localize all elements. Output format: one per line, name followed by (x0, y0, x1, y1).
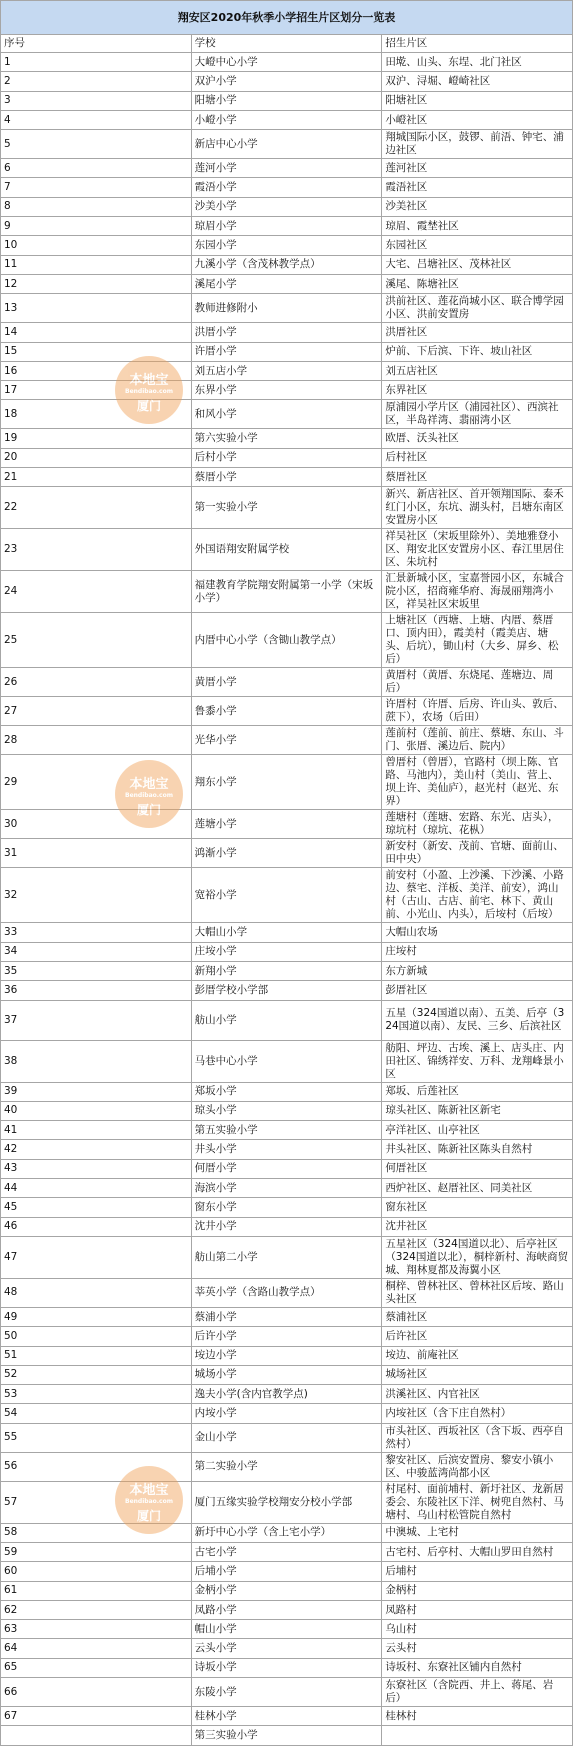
watermark-city: 厦门 (136, 399, 161, 413)
cell-school: 后村小学 (191, 448, 382, 467)
cell-index: 9 (1, 217, 192, 236)
cell-district: 东方新城 (382, 961, 573, 980)
cell-school: 宽裕小学 (191, 868, 382, 923)
cell-district: 沈井社区 (382, 1217, 573, 1236)
cell-index: 11 (1, 255, 192, 274)
cell-index: 38 (1, 1040, 192, 1082)
cell-district: 田墘、山头、东埕、北门社区 (382, 53, 573, 72)
cell-index: 19 (1, 429, 192, 448)
cell-school: 莘英小学（含路山教学点） (191, 1278, 382, 1307)
cell-district: 曾厝村（曾厝），官路村（坝上陈、官路、马池内），美山村（美山、营上、坝上许、美仙庐），赵光村（赵光、东界） (382, 755, 573, 810)
cell-school: 琼头小学 (191, 1101, 382, 1120)
cell-district: 郑坂、后莲社区 (382, 1082, 573, 1101)
table-title-row (1, 1, 573, 35)
table-row (1, 1140, 573, 1159)
table-row (1, 1198, 573, 1217)
header-district: 招生片区 (382, 35, 573, 53)
cell-school: 霞浯小学 (191, 178, 382, 197)
table-row (1, 429, 573, 448)
cell-school: 古宅小学 (191, 1542, 382, 1561)
header-school: 学校 (191, 35, 382, 53)
cell-school: 第五实验小学 (191, 1121, 382, 1140)
cell-district: 东园社区 (382, 236, 573, 255)
cell-school: 凤路小学 (191, 1600, 382, 1619)
table-row (1, 1236, 573, 1278)
table-row (1, 697, 573, 726)
cell-index: 33 (1, 923, 192, 942)
cell-school: 新圩中心小学（含上宅小学） (191, 1523, 382, 1542)
cell-index: 56 (1, 1452, 192, 1481)
watermark-site: Bendibao.com (125, 1498, 173, 1505)
table-row (1, 1307, 573, 1326)
cell-index: 24 (1, 571, 192, 613)
cell-index: 45 (1, 1198, 192, 1217)
cell-district: 后村社区 (382, 448, 573, 467)
table-row (1, 529, 573, 571)
cell-district: 西炉社区、赵厝社区、同美社区 (382, 1179, 573, 1198)
table-row (1, 1040, 573, 1082)
cell-school: 和风小学 (191, 400, 382, 429)
table-row (1, 1365, 573, 1384)
cell-index: 17 (1, 381, 192, 400)
cell-school: 逸夫小学(含内官教学点) (191, 1385, 382, 1404)
table-row (1, 72, 573, 91)
cell-district: 井头社区、陈新社区陈头自然村 (382, 1140, 573, 1159)
cell-school: 云头小学 (191, 1639, 382, 1658)
table-row (1, 159, 573, 178)
table-row (1, 1523, 573, 1542)
table-row (1, 755, 573, 810)
cell-school: 舫山第二小学 (191, 1236, 382, 1278)
cell-district: 五星（324国道以南）、五美、后亭（324国道以南）、友民、三乡、后滨社区 (382, 1000, 573, 1040)
table-row (1, 130, 573, 159)
cell-district: 双沪、浔堀、嶝崎社区 (382, 72, 573, 91)
cell-index: 5 (1, 130, 192, 159)
cell-district: 桂林村 (382, 1707, 573, 1726)
cell-school: 溪尾小学 (191, 274, 382, 293)
cell-index: 3 (1, 91, 192, 110)
cell-index: 27 (1, 697, 192, 726)
table-row (1, 468, 573, 487)
cell-school: 海滨小学 (191, 1179, 382, 1198)
table-row (1, 1385, 573, 1404)
cell-school: 福建教育学院翔安附属第一小学（宋坂小学） (191, 571, 382, 613)
cell-index: 49 (1, 1307, 192, 1326)
cell-school: 郑坂小学 (191, 1082, 382, 1101)
cell-district: 许厝村（许厝、后房、许山头、敦后、蔗下），农场（后田） (382, 697, 573, 726)
cell-district: 汇景新城小区，宝嘉誉园小区，东城合院小区，招商雍华府、海晟丽翔湾小区，祥吴社区宋坂里 (382, 571, 573, 613)
cell-school: 琼眉小学 (191, 217, 382, 236)
cell-district: 中澳城、上宅村 (382, 1523, 573, 1542)
table-row (1, 571, 573, 613)
table-row (1, 1404, 573, 1423)
cell-index: 64 (1, 1639, 192, 1658)
watermark-site: Bendibao.com (125, 792, 173, 799)
table-row (1, 1327, 573, 1346)
cell-school: 黄厝小学 (191, 668, 382, 697)
table-row (1, 1620, 573, 1639)
table-row (1, 1658, 573, 1677)
cell-index: 8 (1, 197, 192, 216)
cell-district: 新安村（新安、茂前、官塘、面前山、田中央） (382, 839, 573, 868)
cell-school: 洪厝小学 (191, 323, 382, 342)
cell-district: 五星社区（324国道以北）、后亭社区（324国道以北），桐梓新村、海峡商贸城、翔林夏都及海翼小区 (382, 1236, 573, 1278)
cell-index: 66 (1, 1678, 192, 1707)
table-row (1, 1600, 573, 1619)
cell-district: 内垵社区（含下庄自然村） (382, 1404, 573, 1423)
cell-district: 祥吴社区（宋坂里除外）、美地雅登小区、翔安北区安置房小区、春江里居住区、朱坑村 (382, 529, 573, 571)
table-row (1, 668, 573, 697)
cell-index: 37 (1, 1000, 192, 1040)
table-row (1, 1179, 573, 1198)
cell-district: 村尾村、面前埔村、新圩社区、龙新居委会、东陵社区下洋、树兜自然村、马塘村、乌山村松管院自然村 (382, 1481, 573, 1523)
cell-district: 莲塘村（莲塘、宏路、东光、店头），琼坑村（琼坑、花枞） (382, 810, 573, 839)
watermark-city: 厦门 (136, 803, 161, 817)
table-row (1, 1452, 573, 1481)
cell-index: 26 (1, 668, 192, 697)
cell-district: 刘五店社区 (382, 361, 573, 380)
cell-district: 后埔村 (382, 1562, 573, 1581)
cell-school: 双沪小学 (191, 72, 382, 91)
cell-district: 大宅、吕塘社区、茂林社区 (382, 255, 573, 274)
cell-school: 翔东小学 (191, 755, 382, 810)
cell-district: 欧厝、沃头社区 (382, 429, 573, 448)
cell-school: 第二实验小学 (191, 1452, 382, 1481)
cell-index: 57 (1, 1481, 192, 1523)
cell-school: 阳塘小学 (191, 91, 382, 110)
cell-index: 46 (1, 1217, 192, 1236)
table-row (1, 217, 573, 236)
cell-school: 垵边小学 (191, 1346, 382, 1365)
cell-district: 霞浯社区 (382, 178, 573, 197)
cell-school: 东界小学 (191, 381, 382, 400)
cell-district: 窗东社区 (382, 1198, 573, 1217)
table-row (1, 255, 573, 274)
cell-district: 东界社区 (382, 381, 573, 400)
cell-index: 41 (1, 1121, 192, 1140)
cell-school: 沙美小学 (191, 197, 382, 216)
cell-district: 黎安社区、后滨安置房、黎安小镇小区、中骏蓝湾尚都小区 (382, 1452, 573, 1481)
watermark-site: Bendibao.com (125, 388, 173, 395)
cell-index: 18 (1, 400, 192, 429)
cell-school: 东园小学 (191, 236, 382, 255)
cell-district: 翔城国际小区，鼓锣、前浯、钟宅、浦边社区 (382, 130, 573, 159)
cell-district: 云头村 (382, 1639, 573, 1658)
cell-index: 59 (1, 1542, 192, 1561)
cell-district: 古宅村、后亭村、大帽山罗田自然村 (382, 1542, 573, 1561)
cell-school: 外国语翔安附属学校 (191, 529, 382, 571)
cell-district: 沙美社区 (382, 197, 573, 216)
cell-district: 何厝社区 (382, 1159, 573, 1178)
table-row (1, 236, 573, 255)
cell-index: 61 (1, 1581, 192, 1600)
cell-school: 金山小学 (191, 1423, 382, 1452)
cell-school: 马巷中心小学 (191, 1040, 382, 1082)
table-row (1, 197, 573, 216)
table-row (1, 923, 573, 942)
cell-district: 后许社区 (382, 1327, 573, 1346)
cell-index: 12 (1, 274, 192, 293)
watermark-brand: 本地宝 (129, 373, 169, 388)
table-row (1, 110, 573, 129)
cell-index: 4 (1, 110, 192, 129)
header-index: 序号 (1, 35, 192, 53)
cell-school: 大帽山小学 (191, 923, 382, 942)
cell-index: 65 (1, 1658, 192, 1677)
table-row (1, 1278, 573, 1307)
cell-school: 内厝中心小学（含锄山教学点） (191, 613, 382, 668)
cell-district: 亭洋社区、山亭社区 (382, 1121, 573, 1140)
cell-school: 井头小学 (191, 1140, 382, 1159)
cell-index: 39 (1, 1082, 192, 1101)
cell-index: 55 (1, 1423, 192, 1452)
cell-index: 35 (1, 961, 192, 980)
cell-index: 10 (1, 236, 192, 255)
table-row (1, 342, 573, 361)
cell-index: 14 (1, 323, 192, 342)
cell-district: 阳塘社区 (382, 91, 573, 110)
table-row (1, 1082, 573, 1101)
cell-district: 蔡厝社区 (382, 468, 573, 487)
cell-school: 内垵小学 (191, 1404, 382, 1423)
table-title: 翔安区2020年秋季小学招生片区划分一览表 (1, 1, 573, 35)
table-row (1, 91, 573, 110)
cell-district: 金柄村 (382, 1581, 573, 1600)
cell-index: 25 (1, 613, 192, 668)
cell-school: 光华小学 (191, 726, 382, 755)
cell-district: 蔡浦社区 (382, 1307, 573, 1326)
cell-school: 厦门五缘实验学校翔安分校小学部 (191, 1481, 382, 1523)
cell-district: 诗坂村、东寮社区铺内自然村 (382, 1658, 573, 1677)
table-row (1, 448, 573, 467)
cell-school: 许厝小学 (191, 342, 382, 361)
cell-district: 莲河社区 (382, 159, 573, 178)
cell-school: 桂林小学 (191, 1707, 382, 1726)
cell-district: 乌山村 (382, 1620, 573, 1639)
table-row (1, 53, 573, 72)
cell-district: 垵边、前庵社区 (382, 1346, 573, 1365)
cell-index: 16 (1, 361, 192, 380)
table-row (1, 487, 573, 529)
cell-school: 第六实验小学 (191, 429, 382, 448)
cell-index (1, 1726, 192, 1745)
cell-index: 60 (1, 1562, 192, 1581)
table-row (1, 1217, 573, 1236)
cell-district: 原浦园小学片区（浦园社区）、西滨社区，半岛祥湾、翡丽湾小区 (382, 400, 573, 429)
cell-index: 43 (1, 1159, 192, 1178)
cell-index: 36 (1, 981, 192, 1000)
cell-district: 琼头社区、陈新社区新宅 (382, 1101, 573, 1120)
table-row (1, 810, 573, 839)
table-row (1, 1581, 573, 1600)
table-row (1, 1346, 573, 1365)
cell-index: 48 (1, 1278, 192, 1307)
cell-index: 13 (1, 294, 192, 323)
table-row (1, 1481, 573, 1523)
cell-district: 凤路村 (382, 1600, 573, 1619)
cell-index: 53 (1, 1385, 192, 1404)
cell-school: 城场小学 (191, 1365, 382, 1384)
watermark-brand: 本地宝 (129, 1483, 169, 1498)
table-row (1, 1101, 573, 1120)
cell-district: 莲前村（莲前、前庄、蔡塘、东山、斗门、张厝、溪边后、院内） (382, 726, 573, 755)
cell-district: 新兴、新店社区、首开领翔国际、泰禾红门小区，东坑、湖头村，吕塘东南区安置房小区 (382, 487, 573, 529)
table-row (1, 323, 573, 342)
table-row (1, 1678, 573, 1707)
cell-district: 庄垵村 (382, 942, 573, 961)
table-row (1, 178, 573, 197)
table-row (1, 400, 573, 429)
table-row (1, 1562, 573, 1581)
cell-school: 新店中心小学 (191, 130, 382, 159)
cell-school: 窗东小学 (191, 1198, 382, 1217)
table-row (1, 1707, 573, 1726)
table-row (1, 274, 573, 293)
cell-school: 小嶝小学 (191, 110, 382, 129)
cell-school: 刘五店小学 (191, 361, 382, 380)
cell-school: 舫山小学 (191, 1000, 382, 1040)
cell-district: 洪溪社区、内官社区 (382, 1385, 573, 1404)
cell-district: 彭厝社区 (382, 981, 573, 1000)
cell-index: 29 (1, 755, 192, 810)
cell-school: 蔡浦小学 (191, 1307, 382, 1326)
cell-index: 54 (1, 1404, 192, 1423)
cell-district: 洪前社区、莲花尚城小区、联合博学园小区、洪前安置房 (382, 294, 573, 323)
cell-district: 桐梓、曾林社区、曾林社区后垵、路山头社区 (382, 1278, 573, 1307)
table-row (1, 381, 573, 400)
table-row (1, 726, 573, 755)
table-row (1, 942, 573, 961)
watermark-city: 厦门 (136, 1509, 161, 1523)
cell-district: 前安村（小盈、上沙溪、下沙溪、小路边、蔡宅、洋板、美洋、前安），鸿山村（古山、古店、前宅、林下、黄山前、小光山、内头），后垵村（后垵） (382, 868, 573, 923)
cell-index: 67 (1, 1707, 192, 1726)
cell-district: 东寮社区（含院西、井上、蒋尾、岩后） (382, 1678, 573, 1707)
cell-district: 城场社区 (382, 1365, 573, 1384)
table-header-row (1, 35, 573, 53)
cell-district: 舫阳、坪边、古埃、溪上、店头庄、内田社区、锦绣祥安、万科、龙翔峰景小区 (382, 1040, 573, 1082)
cell-district (382, 1726, 573, 1745)
cell-index: 42 (1, 1140, 192, 1159)
cell-school: 莲河小学 (191, 159, 382, 178)
cell-index: 20 (1, 448, 192, 467)
table-row (1, 981, 573, 1000)
cell-school: 彭厝学校小学部 (191, 981, 382, 1000)
cell-index: 21 (1, 468, 192, 487)
cell-school: 蔡厝小学 (191, 468, 382, 487)
table-row (1, 613, 573, 668)
cell-index: 32 (1, 868, 192, 923)
cell-index: 34 (1, 942, 192, 961)
cell-school: 东陵小学 (191, 1678, 382, 1707)
cell-school: 后埔小学 (191, 1562, 382, 1581)
cell-index: 15 (1, 342, 192, 361)
table-row (1, 361, 573, 380)
cell-school: 鸿渐小学 (191, 839, 382, 868)
cell-index: 58 (1, 1523, 192, 1542)
cell-index: 47 (1, 1236, 192, 1278)
cell-school: 第三实验小学 (191, 1726, 382, 1745)
cell-index: 1 (1, 53, 192, 72)
cell-district: 黄厝村（黄厝、东烧尾、莲塘边、周后） (382, 668, 573, 697)
cell-index: 30 (1, 810, 192, 839)
table-row (1, 1423, 573, 1452)
cell-school: 新翔小学 (191, 961, 382, 980)
cell-index: 50 (1, 1327, 192, 1346)
cell-index: 28 (1, 726, 192, 755)
cell-school: 第一实验小学 (191, 487, 382, 529)
cell-district: 洪厝社区 (382, 323, 573, 342)
table-row (1, 1000, 573, 1040)
cell-district: 上塘社区（西塘、上塘、内厝、蔡厝口、顶内田），霞美村（霞美店、塘头、后坑），锄山村（大乡、屏乡、松后） (382, 613, 573, 668)
cell-school: 沈井小学 (191, 1217, 382, 1236)
cell-index: 52 (1, 1365, 192, 1384)
cell-index: 63 (1, 1620, 192, 1639)
cell-district: 溪尾、陈塘社区 (382, 274, 573, 293)
cell-school: 教师进修附小 (191, 294, 382, 323)
table-row (1, 1639, 573, 1658)
cell-index: 44 (1, 1179, 192, 1198)
cell-school: 帽山小学 (191, 1620, 382, 1639)
cell-district: 琼眉、霞埜社区 (382, 217, 573, 236)
cell-school: 何厝小学 (191, 1159, 382, 1178)
cell-school: 鲁黍小学 (191, 697, 382, 726)
cell-school: 诗坂小学 (191, 1658, 382, 1677)
table-row (1, 868, 573, 923)
cell-index: 2 (1, 72, 192, 91)
cell-index: 6 (1, 159, 192, 178)
cell-school: 金柄小学 (191, 1581, 382, 1600)
cell-school: 莲塘小学 (191, 810, 382, 839)
watermark-brand: 本地宝 (129, 777, 169, 792)
cell-school: 后许小学 (191, 1327, 382, 1346)
cell-index: 40 (1, 1101, 192, 1120)
cell-index: 31 (1, 839, 192, 868)
table-row (1, 1542, 573, 1561)
cell-district: 炉前、下后滨、下许、坡山社区 (382, 342, 573, 361)
table-row (1, 1726, 573, 1745)
cell-district: 小嶝社区 (382, 110, 573, 129)
table-row (1, 1159, 573, 1178)
cell-school: 大嶝中心小学 (191, 53, 382, 72)
cell-school: 庄垵小学 (191, 942, 382, 961)
cell-index: 62 (1, 1600, 192, 1619)
cell-index: 7 (1, 178, 192, 197)
cell-district: 市头社区、西坂社区（含下坂、西亭自然村） (382, 1423, 573, 1452)
cell-district: 大帽山农场 (382, 923, 573, 942)
cell-index: 23 (1, 529, 192, 571)
cell-index: 22 (1, 487, 192, 529)
table-row (1, 961, 573, 980)
cell-index: 51 (1, 1346, 192, 1365)
table-row (1, 294, 573, 323)
table-row (1, 1121, 573, 1140)
cell-school: 九溪小学（含茂林教学点） (191, 255, 382, 274)
table-row (1, 839, 573, 868)
